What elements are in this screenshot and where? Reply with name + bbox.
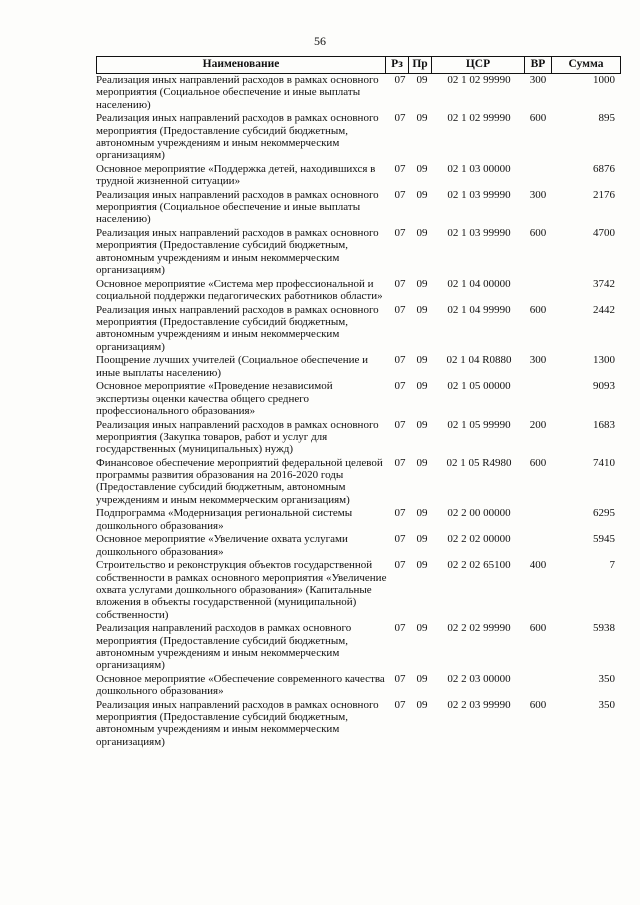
row-sum: 7410 [593, 456, 615, 469]
row-rz: 07 [394, 162, 406, 175]
row-name: Подпрограмма «Модернизация региональной системы дошкольного образования» [96, 507, 353, 532]
row-name: Основное мероприятие «Система мер профессиональной и социальной поддержки педагогических работников области» [96, 277, 383, 302]
row-name: Реализация иных направлений расходов в рамках основного мероприятия (Социальное обеспечение и иные выплаты населению) [96, 188, 379, 226]
row-rz: 07 [394, 354, 406, 367]
table-row [96, 673, 621, 698]
row-sum: 9093 [593, 380, 615, 393]
header-csr: ЦСР [431, 57, 524, 73]
row-pr: 09 [416, 456, 428, 469]
table-row [96, 419, 621, 456]
row-pr: 09 [416, 418, 428, 431]
row-pr: 09 [416, 188, 428, 201]
table-body [96, 74, 621, 748]
row-pr: 09 [416, 162, 428, 175]
row-sum: 2442 [593, 303, 615, 316]
row-pr: 09 [416, 672, 428, 685]
table-row [96, 699, 621, 748]
table-row [96, 112, 621, 161]
row-rz: 07 [394, 672, 406, 685]
row-sum: 1300 [593, 354, 615, 367]
row-name: Реализация иных направлений расходов в рамках основного мероприятия (Предоставление субсидий бюджетным, автономным учреждениям и иным некоммерческим организациям) [96, 303, 379, 353]
row-sum: 1000 [593, 74, 615, 86]
table-row [96, 278, 621, 303]
row-csr: 02 1 03 00000 [447, 162, 511, 175]
row-pr: 09 [416, 303, 428, 316]
table-row [96, 380, 621, 417]
row-csr: 02 1 02 99990 [447, 74, 511, 86]
header-rz: Рз [385, 57, 408, 73]
row-name: Основное мероприятие «Обеспечение современного качества дошкольного образования» [96, 672, 385, 698]
row-pr: 09 [416, 622, 428, 635]
row-rz: 07 [394, 277, 406, 290]
row-name: Строительство и реконструкция объектов государственной собственности в рамках основного мероприятия «Увеличение охвата услугами дошкольного образования» (Капитальные вложения в объекты государственной (муниципальной) собственности) [96, 559, 387, 621]
row-csr: 02 1 04 R0880 [446, 354, 512, 367]
row-sum: 2176 [593, 188, 615, 201]
table-row [96, 304, 621, 353]
row-sum: 1683 [593, 418, 615, 431]
row-name: Реализация иных направлений расходов в рамках основного мероприятия (Предоставление субсидий бюджетным, автономным учреждениям и иным некоммерческим организациям) [96, 698, 379, 748]
row-rz: 07 [394, 456, 406, 469]
page-number: 56 [314, 34, 326, 48]
table-row [96, 354, 621, 379]
row-sum: 6295 [593, 507, 615, 520]
table-header [96, 56, 621, 74]
row-name: Реализация направлений расходов в рамках основного мероприятия (Предоставление субсидий бюджетным, автономным учреждениям и иным некоммерческим организациям) [96, 622, 352, 672]
row-rz: 07 [394, 559, 406, 572]
row-pr: 09 [416, 698, 428, 711]
table-row [96, 189, 621, 226]
row-rz: 07 [394, 303, 406, 316]
row-csr: 02 1 03 99990 [447, 188, 511, 201]
row-vr [525, 380, 551, 417]
row-pr: 09 [416, 380, 428, 393]
table-row [96, 227, 621, 276]
row-csr: 02 1 02 99990 [447, 112, 511, 125]
row-sum: 350 [598, 672, 615, 685]
row-vr: 600 [529, 112, 547, 125]
row-vr [525, 278, 551, 303]
row-rz: 07 [394, 622, 406, 635]
row-pr: 09 [416, 227, 428, 240]
row-csr: 02 1 04 00000 [447, 277, 511, 290]
row-sum: 3742 [593, 277, 615, 290]
row-pr: 09 [416, 277, 428, 290]
row-name: Реализация иных направлений расходов в рамках основного мероприятия (Предоставление субсидий бюджетным, автономным учреждениям и иным некоммерческим организациям) [96, 112, 379, 162]
row-sum: 350 [598, 698, 615, 711]
table-row [96, 507, 621, 532]
row-vr: 600 [529, 622, 547, 635]
row-name: Основное мероприятие «Проведение независимой экспертизы оценки качества общего среднего профессионального образования» [96, 380, 333, 417]
row-sum: 6876 [593, 162, 615, 175]
row-rz: 07 [394, 227, 406, 240]
table-row [96, 622, 621, 671]
table-row [96, 74, 621, 111]
header-pr: Пр [408, 57, 431, 73]
row-name: Основное мероприятие «Поддержка детей, находившихся в трудной жизненной ситуации» [96, 162, 376, 188]
row-csr: 02 2 03 99990 [447, 698, 511, 711]
row-csr: 02 1 05 R4980 [446, 456, 512, 469]
row-pr: 09 [416, 112, 428, 125]
row-name: Поощрение лучших учителей (Социальное обеспечение и иные выплаты населению) [96, 354, 369, 379]
row-name: Реализация иных направлений расходов в рамках основного мероприятия (Закупка товаров, работ и услуг для государственных (муниципальных) нужд) [96, 418, 379, 456]
row-vr: 600 [529, 698, 547, 711]
header-sum: Сумма [551, 57, 620, 73]
row-vr: 200 [529, 418, 547, 431]
row-sum: 7 [609, 559, 615, 572]
row-rz: 07 [394, 74, 406, 86]
row-pr: 09 [416, 354, 428, 367]
row-vr [525, 533, 551, 558]
row-vr: 600 [529, 456, 547, 469]
row-csr: 02 2 03 00000 [447, 672, 511, 685]
row-sum: 4700 [593, 227, 615, 240]
row-csr: 02 2 00 00000 [447, 507, 511, 520]
row-vr: 600 [529, 303, 547, 316]
row-pr: 09 [416, 507, 428, 520]
table-row [96, 559, 621, 620]
row-sum: 5938 [593, 622, 615, 635]
row-csr: 02 1 04 99990 [447, 303, 511, 316]
row-csr: 02 1 03 99990 [447, 227, 511, 240]
row-vr [525, 163, 551, 188]
row-name: Основное мероприятие «Увеличение охвата услугами дошкольного образования» [96, 533, 348, 558]
row-csr: 02 1 05 99990 [447, 418, 511, 431]
row-csr: 02 1 05 00000 [447, 380, 511, 393]
row-rz: 07 [394, 418, 406, 431]
row-csr: 02 2 02 65100 [447, 559, 511, 572]
row-csr: 02 2 02 99990 [447, 622, 511, 635]
row-rz: 07 [394, 188, 406, 201]
budget-table [96, 56, 621, 749]
row-rz: 07 [394, 112, 406, 125]
row-pr: 09 [416, 533, 428, 546]
row-name: Реализация иных направлений расходов в рамках основного мероприятия (Предоставление субсидий бюджетным, автономным учреждениям и иным некоммерческим организациям) [96, 227, 379, 277]
table-row [96, 163, 621, 188]
table-row [96, 533, 621, 558]
header-name: Наименование [202, 58, 280, 70]
row-vr: 600 [529, 227, 547, 240]
header-vr: ВР [524, 57, 551, 73]
row-pr: 09 [416, 559, 428, 572]
row-csr: 02 2 02 00000 [447, 533, 511, 546]
row-name: Финансовое обеспечение мероприятий федеральной целевой программы развития образования на 2016-2020 годы (Предоставление субсидий бюджетным, автономным учреждениям и иным некоммерческим организациям) [96, 456, 383, 506]
row-vr: 300 [529, 74, 547, 86]
row-vr: 300 [529, 188, 547, 201]
row-vr [525, 507, 551, 532]
row-vr [525, 673, 551, 698]
row-rz: 07 [394, 533, 406, 546]
row-vr: 400 [529, 559, 547, 572]
row-rz: 07 [394, 507, 406, 520]
table-row [96, 457, 621, 506]
row-rz: 07 [394, 380, 406, 393]
row-rz: 07 [394, 698, 406, 711]
row-pr: 09 [416, 74, 428, 86]
row-name: Реализация иных направлений расходов в рамках основного мероприятия (Социальное обеспечение и иные выплаты населению) [96, 74, 379, 111]
row-sum: 5945 [593, 533, 615, 546]
row-vr: 300 [529, 354, 547, 367]
row-sum: 895 [598, 112, 615, 125]
